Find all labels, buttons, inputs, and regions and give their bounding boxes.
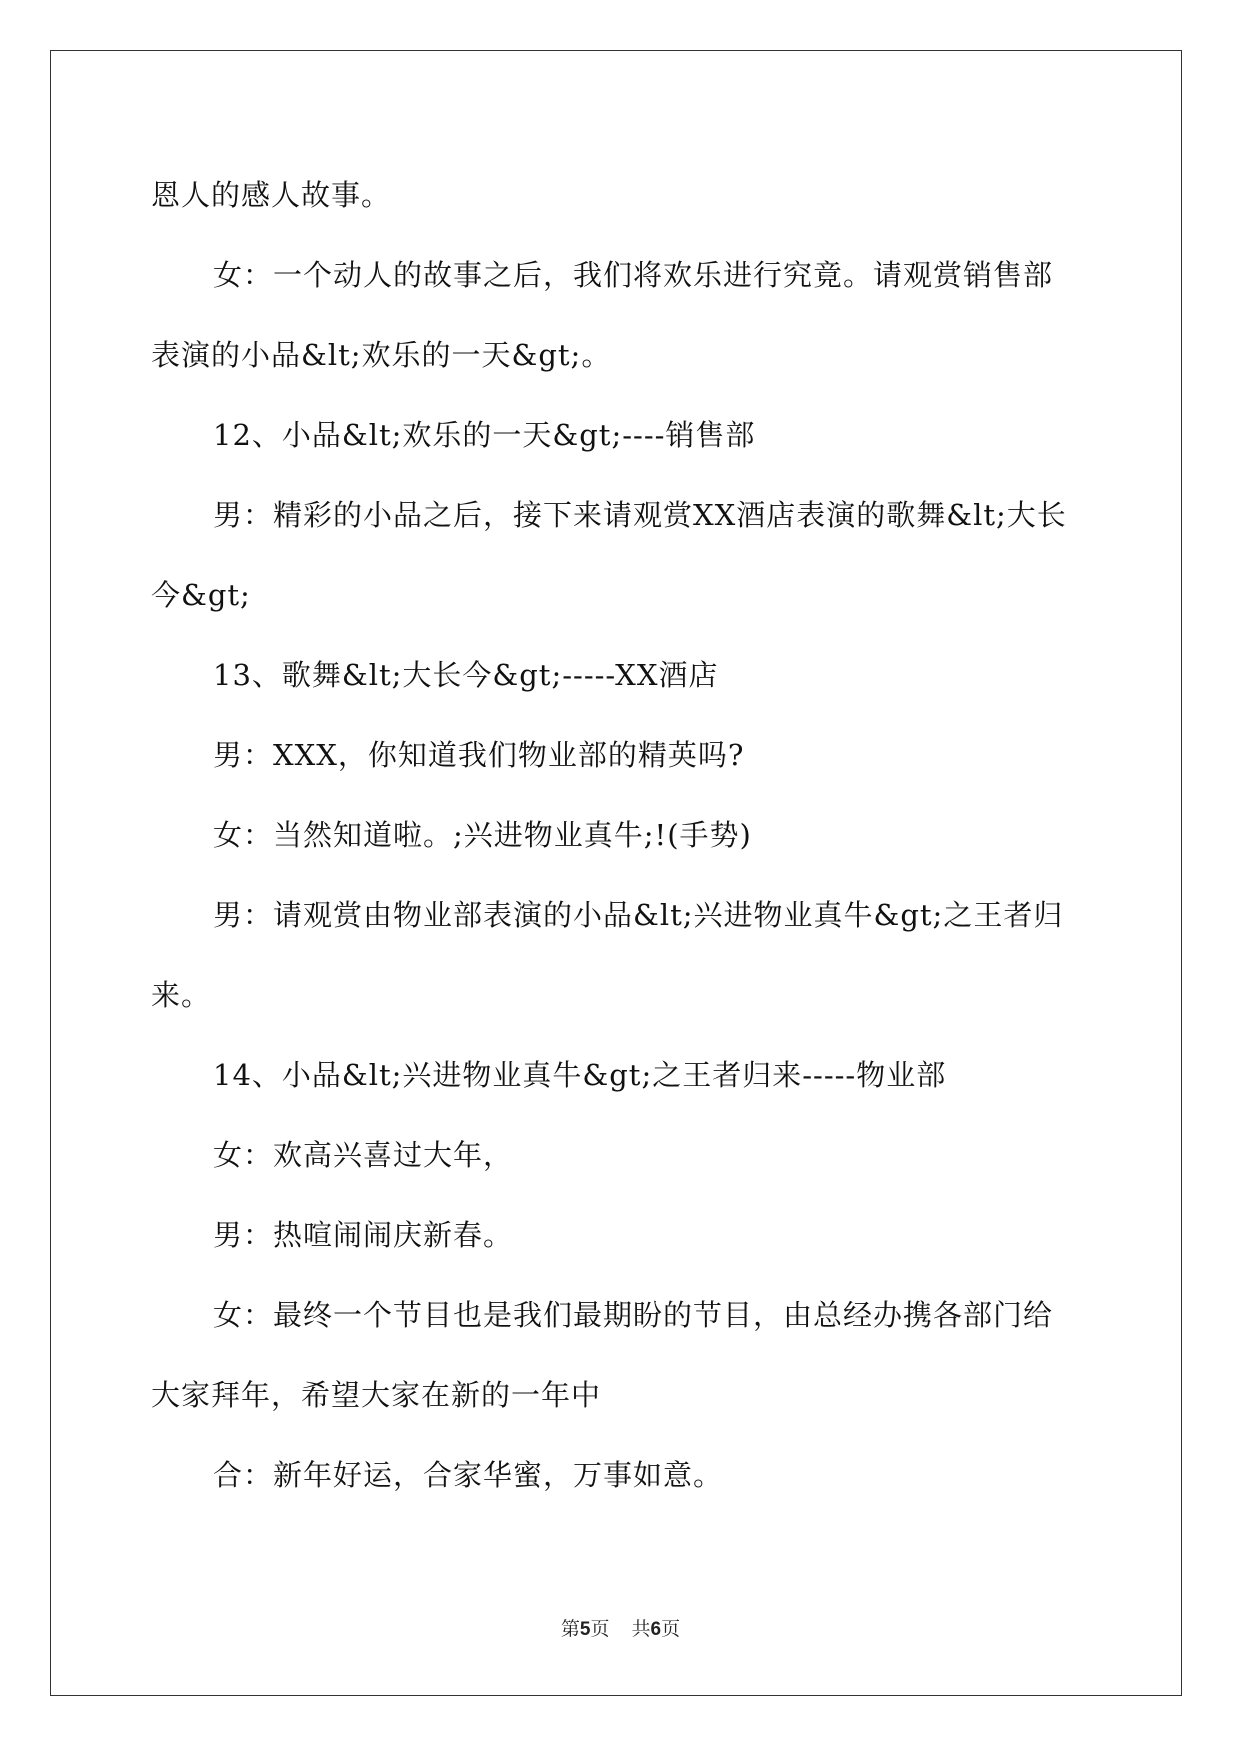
paragraph: 女：当然知道啦。;兴进物业真牛;!(手势) [213,818,752,852]
paragraph: 男：精彩的小品之后，接下来请观赏XX酒店表演的歌舞&lt;大长今&gt; [151,498,1067,612]
paragraph: 男：热喧闹闹庆新春。 [213,1218,514,1252]
paragraph: 男：请观赏由物业部表演的小品&lt;兴进物业真牛&gt;之王者归来。 [151,898,1064,1012]
paragraph: 恩人的感人故事。 [151,178,392,212]
paragraph: 女：一个动人的故事之后，我们将欢乐进行究竟。请观赏销售部表演的小品&lt;欢乐的一天&gt;。 [151,258,1054,372]
total-pages-number: 6 [650,1619,662,1640]
paragraph: 14、小品&lt;兴进物业真牛&gt;之王者归来-----物业部 [213,1058,947,1092]
total-suffix: 页 [661,1618,681,1640]
page-suffix: 页 [590,1618,610,1640]
paragraph: 12、小品&lt;欢乐的一天&gt;----销售部 [213,418,756,452]
page-prefix: 第 [560,1618,580,1640]
document-body [151,155,1081,1515]
paragraph: 合：新年好运，合家华蜜，万事如意。 [213,1458,724,1492]
total-prefix: 共 [631,1618,651,1640]
page-footer [0,1614,1241,1641]
current-page-number: 5 [579,1619,591,1640]
paragraph: 女：最终一个节目也是我们最期盼的节目，由总经办携各部门给大家拜年，希望大家在新的一年中 [151,1298,1054,1412]
paragraph: 男：XXX，你知道我们物业部的精英吗? [213,738,745,772]
paragraph: 女：欢高兴喜过大年， [213,1138,514,1172]
paragraph: 13、歌舞&lt;大长今&gt;-----XX酒店 [213,658,719,692]
